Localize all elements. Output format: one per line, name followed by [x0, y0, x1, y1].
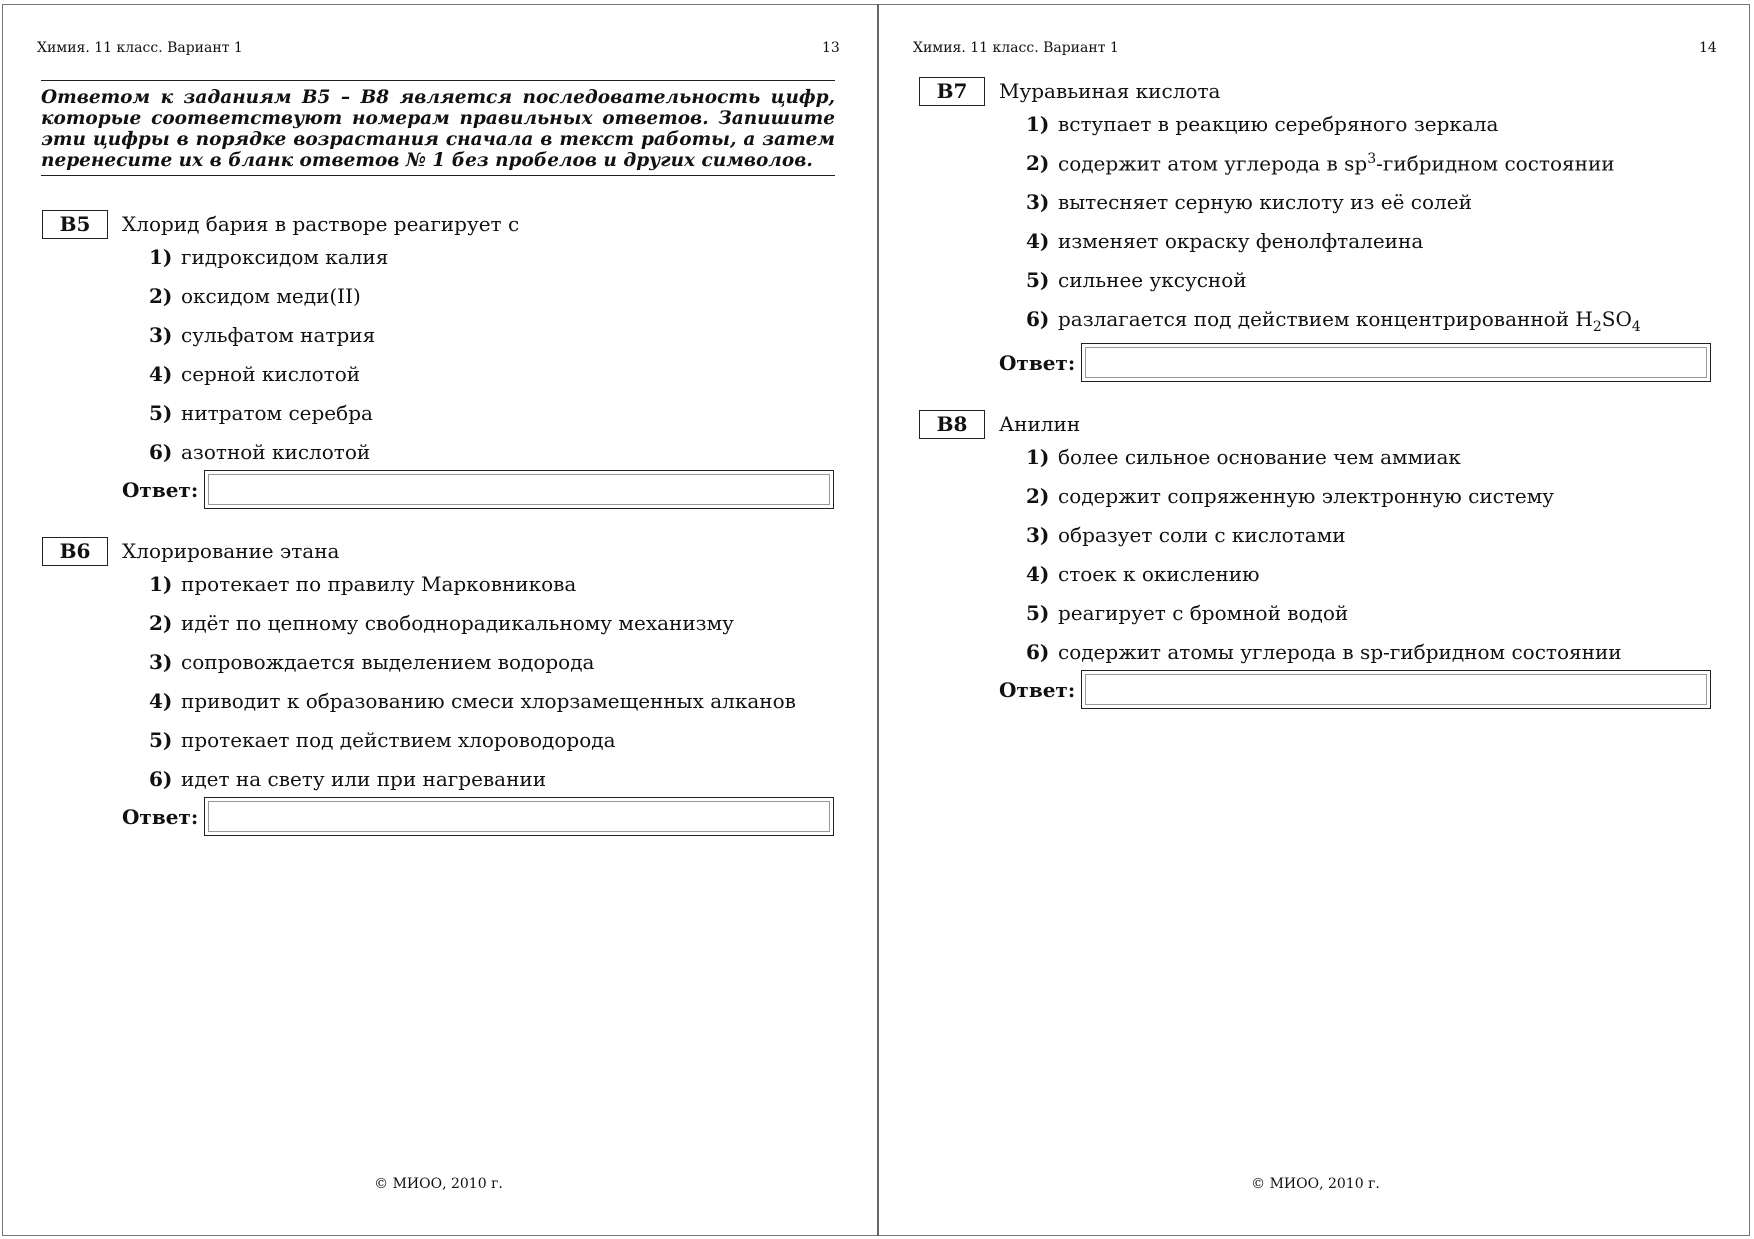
task-question: Муравьиная кислота: [999, 79, 1221, 103]
option-5: 5) реагирует с бромной водой: [1026, 601, 1349, 625]
page-number: 13: [822, 40, 840, 56]
answer-label: Ответ:: [122, 805, 199, 829]
answer-input-b5[interactable]: [204, 470, 834, 509]
answer-label: Ответ:: [999, 351, 1076, 375]
option-3: 3) сульфатом натрия: [149, 323, 376, 347]
page-footer: © МИОО, 2010 г.: [1251, 1176, 1380, 1192]
answer-input-b6[interactable]: [204, 797, 834, 836]
option-4: 4) стоек к окислению: [1026, 562, 1260, 586]
task-code-box: В7: [919, 77, 985, 106]
instruction-text: Ответом к заданиям В5 – В8 является последовательность цифр, которые соответствуют номерам правильных ответов. Запишите эти цифры в порядке возрастания сначала в текст работы, а затем перенесите их в бланк ответов № 1 без пробелов и других символов.: [41, 80, 835, 176]
option-5: 5) нитратом серебра: [149, 401, 373, 425]
task-code-box: В5: [42, 210, 108, 239]
option-3: 3) образует соли с кислотами: [1026, 523, 1346, 547]
option-4: 4) изменяет окраску фенолфталеина: [1026, 229, 1424, 253]
option-1: 1) вступает в реакцию серебряного зеркала: [1026, 112, 1499, 136]
option-5: 5) протекает под действием хлороводорода: [149, 728, 616, 752]
option-3: 3) вытесняет серную кислоту из её солей: [1026, 190, 1472, 214]
option-1: 1) протекает по правилу Марковникова: [149, 572, 577, 596]
option-4: 4) приводит к образованию смеси хлорзамещенных алканов: [149, 689, 796, 713]
task-question: Хлорид бария в растворе реагирует с: [122, 212, 520, 236]
option-4: 4) серной кислотой: [149, 362, 361, 386]
page-right: [877, 0, 1754, 1239]
answer-input-b8[interactable]: [1081, 670, 1711, 709]
page-header: Химия. 11 класс. Вариант 1: [37, 40, 243, 56]
option-3: 3) сопровождается выделением водорода: [149, 650, 595, 674]
option-1: 1) гидроксидом калия: [149, 245, 389, 269]
page-header: Химия. 11 класс. Вариант 1: [913, 40, 1119, 56]
option-1: 1) более сильное основание чем аммиак: [1026, 445, 1461, 469]
option-6: 6) азотной кислотой: [149, 440, 371, 464]
option-6: 6) содержит атомы углерода в sp-гибридном состоянии: [1026, 640, 1622, 664]
answer-label: Ответ:: [999, 678, 1076, 702]
task-question: Хлорирование этана: [122, 539, 340, 563]
option-2: 2) содержит атом углерода в $sp^3$-гибридном состоянии: [1026, 151, 1615, 176]
option-2: 2) содержит сопряженную электронную систему: [1026, 484, 1555, 508]
option-2: 2) идёт по цепному свободнорадикальному механизму: [149, 611, 734, 635]
task-code-box: В8: [919, 410, 985, 439]
option-5: 5) сильнее уксусной: [1026, 268, 1247, 292]
option-6: 6) идет на свету или при нагревании: [149, 767, 547, 791]
option-6: 6) разлагается под действием концентрированной $H_2SO_4$: [1026, 307, 1641, 335]
page-number: 14: [1699, 40, 1717, 56]
page-footer: © МИОО, 2010 г.: [374, 1176, 503, 1192]
task-question: Анилин: [999, 412, 1081, 436]
answer-label: Ответ:: [122, 478, 199, 502]
task-code-box: В6: [42, 537, 108, 566]
answer-input-b7[interactable]: [1081, 343, 1711, 382]
option-2: 2) оксидом меди(II): [149, 284, 361, 308]
